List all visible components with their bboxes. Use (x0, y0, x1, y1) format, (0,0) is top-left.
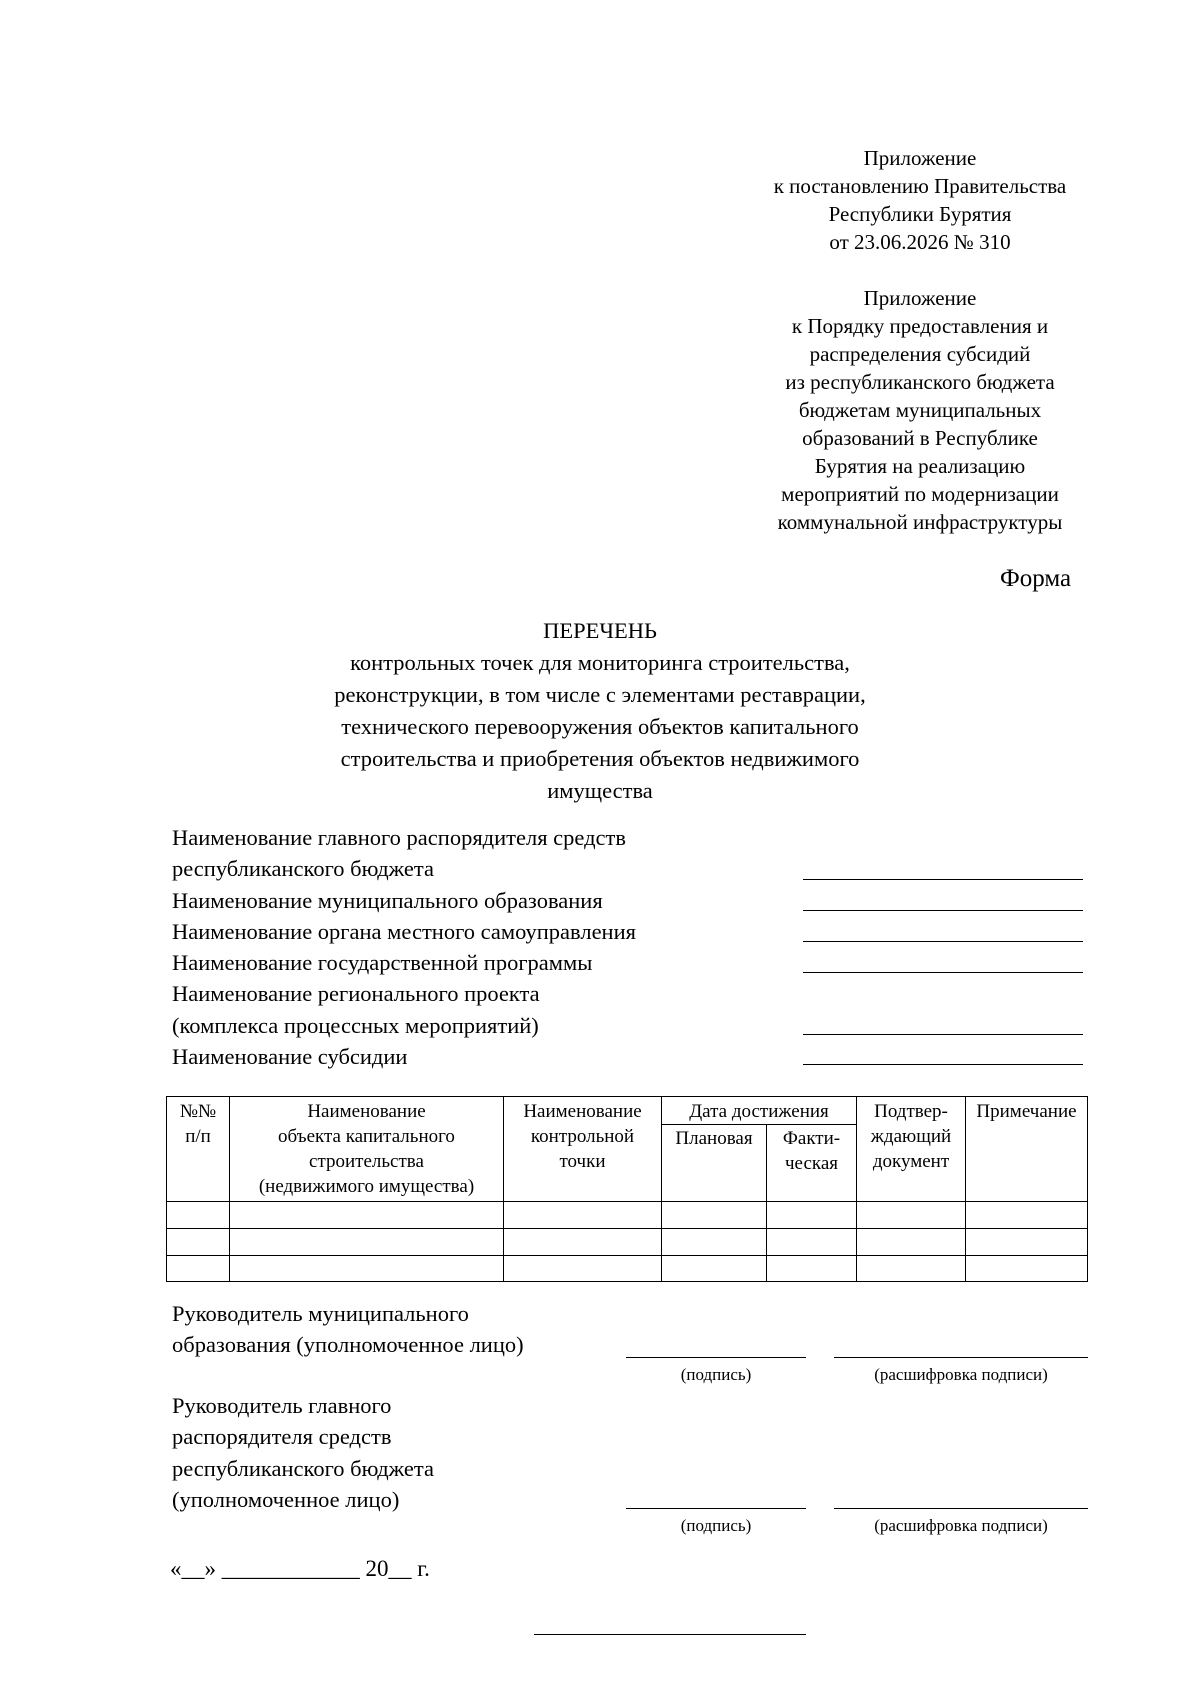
appendix-line: к постановлению Правительства (773, 174, 1067, 198)
field-blank-subsidy[interactable] (803, 1064, 1083, 1065)
header-cell-document (857, 1097, 966, 1202)
table-cell[interactable] (504, 1256, 662, 1282)
header-text: ждающий (870, 1126, 952, 1147)
table-row (167, 1202, 1088, 1229)
title-line: реконструкции, в том числе с элементами реставрации, (334, 682, 866, 707)
field-label: Наименование государственной программы (172, 950, 593, 976)
signature-decode-blank[interactable] (834, 1508, 1088, 1509)
header-text: Наименование (307, 1101, 426, 1122)
table-cell[interactable] (662, 1202, 767, 1229)
header-cell-object (230, 1097, 504, 1202)
header-text: контрольной (530, 1126, 635, 1147)
field-label: Наименование субсидии (172, 1044, 408, 1070)
form-label: Форма (1000, 565, 1072, 592)
appendix-line: распределения субсидий (809, 342, 1031, 366)
header-cell-date (662, 1097, 857, 1125)
table-cell[interactable] (662, 1229, 767, 1256)
header-text: Плановая (675, 1128, 753, 1149)
field-blank-distributor[interactable] (803, 879, 1083, 880)
table-cell[interactable] (966, 1202, 1088, 1229)
field-label: республиканского бюджета (172, 856, 435, 882)
table-cell[interactable] (662, 1256, 767, 1282)
appendix-line: Приложение (863, 146, 977, 170)
title-line: строительства и приобретения объектов недвижимого (340, 746, 860, 771)
header-text: Факти- (782, 1128, 841, 1149)
table-cell[interactable] (966, 1229, 1088, 1256)
signature-role-line: распорядителя средств (172, 1424, 392, 1450)
header-cell-number (167, 1097, 230, 1202)
header-text: (недвижимого имущества) (258, 1176, 475, 1197)
title-line: технического перевооружения объектов капитального (341, 714, 859, 739)
appendix-line: от 23.06.2026 № 310 (829, 230, 1011, 254)
table-row (167, 1229, 1088, 1256)
signature-caption: (подпись) (680, 1516, 752, 1535)
bottom-separator (534, 1634, 806, 1635)
municipal-head-label (172, 1298, 632, 1361)
signature-role-line: республиканского бюджета (172, 1455, 435, 1481)
field-blank-state-program[interactable] (803, 972, 1083, 973)
appendix-line: Республики Бурятия (828, 202, 1012, 226)
header-cell-note (966, 1097, 1088, 1202)
header-text: объекта капитального (278, 1126, 455, 1147)
table-cell[interactable] (167, 1229, 230, 1256)
distributor-head-label (172, 1390, 632, 1515)
appendix-line: Бурятия на реализацию (814, 454, 1026, 478)
header-cell-actual (767, 1125, 857, 1202)
signature-role-line: Руководитель муниципального (172, 1301, 469, 1326)
table-row (167, 1256, 1088, 1282)
header-cell-planned (662, 1125, 767, 1202)
title-line: контрольных точек для мониторинга строительства, (350, 650, 850, 675)
field-blank-regional-project[interactable] (803, 1034, 1083, 1035)
table-cell[interactable] (767, 1229, 857, 1256)
header-text: п/п (185, 1126, 211, 1147)
table-cell[interactable] (230, 1256, 504, 1282)
table-cell[interactable] (504, 1202, 662, 1229)
header-text: Подтвер- (874, 1101, 948, 1122)
table-cell[interactable] (230, 1202, 504, 1229)
appendix-line: к Порядку предоставления и (791, 314, 1049, 338)
header-text: Примечание (976, 1101, 1077, 1122)
table-cell[interactable] (504, 1229, 662, 1256)
signature-decode-caption: (расшифровка подписи) (874, 1516, 1048, 1535)
table-cell[interactable] (767, 1256, 857, 1282)
signature-role-line: (уполномоченное лицо) (172, 1486, 400, 1512)
header-text: точки (559, 1151, 606, 1172)
field-blank-local-government[interactable] (803, 941, 1083, 942)
table-cell[interactable] (857, 1256, 966, 1282)
signature-blank[interactable] (626, 1508, 806, 1509)
header-text: ческая (784, 1153, 838, 1174)
appendix-line: бюджетам муниципальных (798, 398, 1042, 422)
field-label: Наименование регионального проекта (172, 981, 540, 1007)
field-label: Наименование муниципального образования (172, 887, 603, 913)
signature-role-line: образования (уполномоченное лицо) (172, 1332, 524, 1358)
table-cell[interactable] (167, 1256, 230, 1282)
field-label: Наименование главного распорядителя средств (172, 825, 626, 850)
appendix-line: мероприятий по модернизации (781, 482, 1059, 506)
signature-decode-blank[interactable] (834, 1357, 1088, 1358)
date-line[interactable]: «__» ____________ 20__ г. (170, 1556, 430, 1581)
field-label: Наименование органа местного самоуправления (172, 918, 636, 944)
appendix-line: из республиканского бюджета (785, 370, 1055, 394)
appendix-line: Приложение (863, 286, 977, 310)
signature-blank[interactable] (626, 1357, 806, 1358)
table-cell[interactable] (230, 1229, 504, 1256)
table-cell[interactable] (857, 1229, 966, 1256)
signature-caption: (подпись) (680, 1365, 752, 1384)
field-blank-municipality[interactable] (803, 910, 1083, 911)
header-text: документ (872, 1151, 950, 1172)
header-text: Наименование (523, 1101, 642, 1122)
appendix-header (700, 144, 1140, 256)
appendix-line: коммунальной инфраструктуры (777, 510, 1063, 534)
header-text: Дата достижения (689, 1101, 829, 1122)
table-cell[interactable] (167, 1202, 230, 1229)
signature-role-line: Руководитель главного (172, 1393, 392, 1418)
title-line: имущества (547, 778, 653, 803)
header-text: строительства (309, 1151, 424, 1172)
form-fields (172, 822, 792, 1072)
table-cell[interactable] (966, 1256, 1088, 1282)
control-points-table (166, 1096, 1088, 1282)
field-label: (комплекса процессных мероприятий) (172, 1012, 539, 1038)
table-cell[interactable] (767, 1202, 857, 1229)
table-cell[interactable] (857, 1202, 966, 1229)
header-text: №№ (179, 1101, 217, 1122)
signature-decode-caption: (расшифровка подписи) (874, 1365, 1048, 1384)
header-cell-control-point (504, 1097, 662, 1202)
appendix-line: образований в Республике (802, 426, 1038, 450)
procedure-appendix-header (700, 284, 1140, 536)
document-title (240, 615, 960, 807)
title-heading: ПЕРЕЧЕНЬ (543, 618, 657, 643)
